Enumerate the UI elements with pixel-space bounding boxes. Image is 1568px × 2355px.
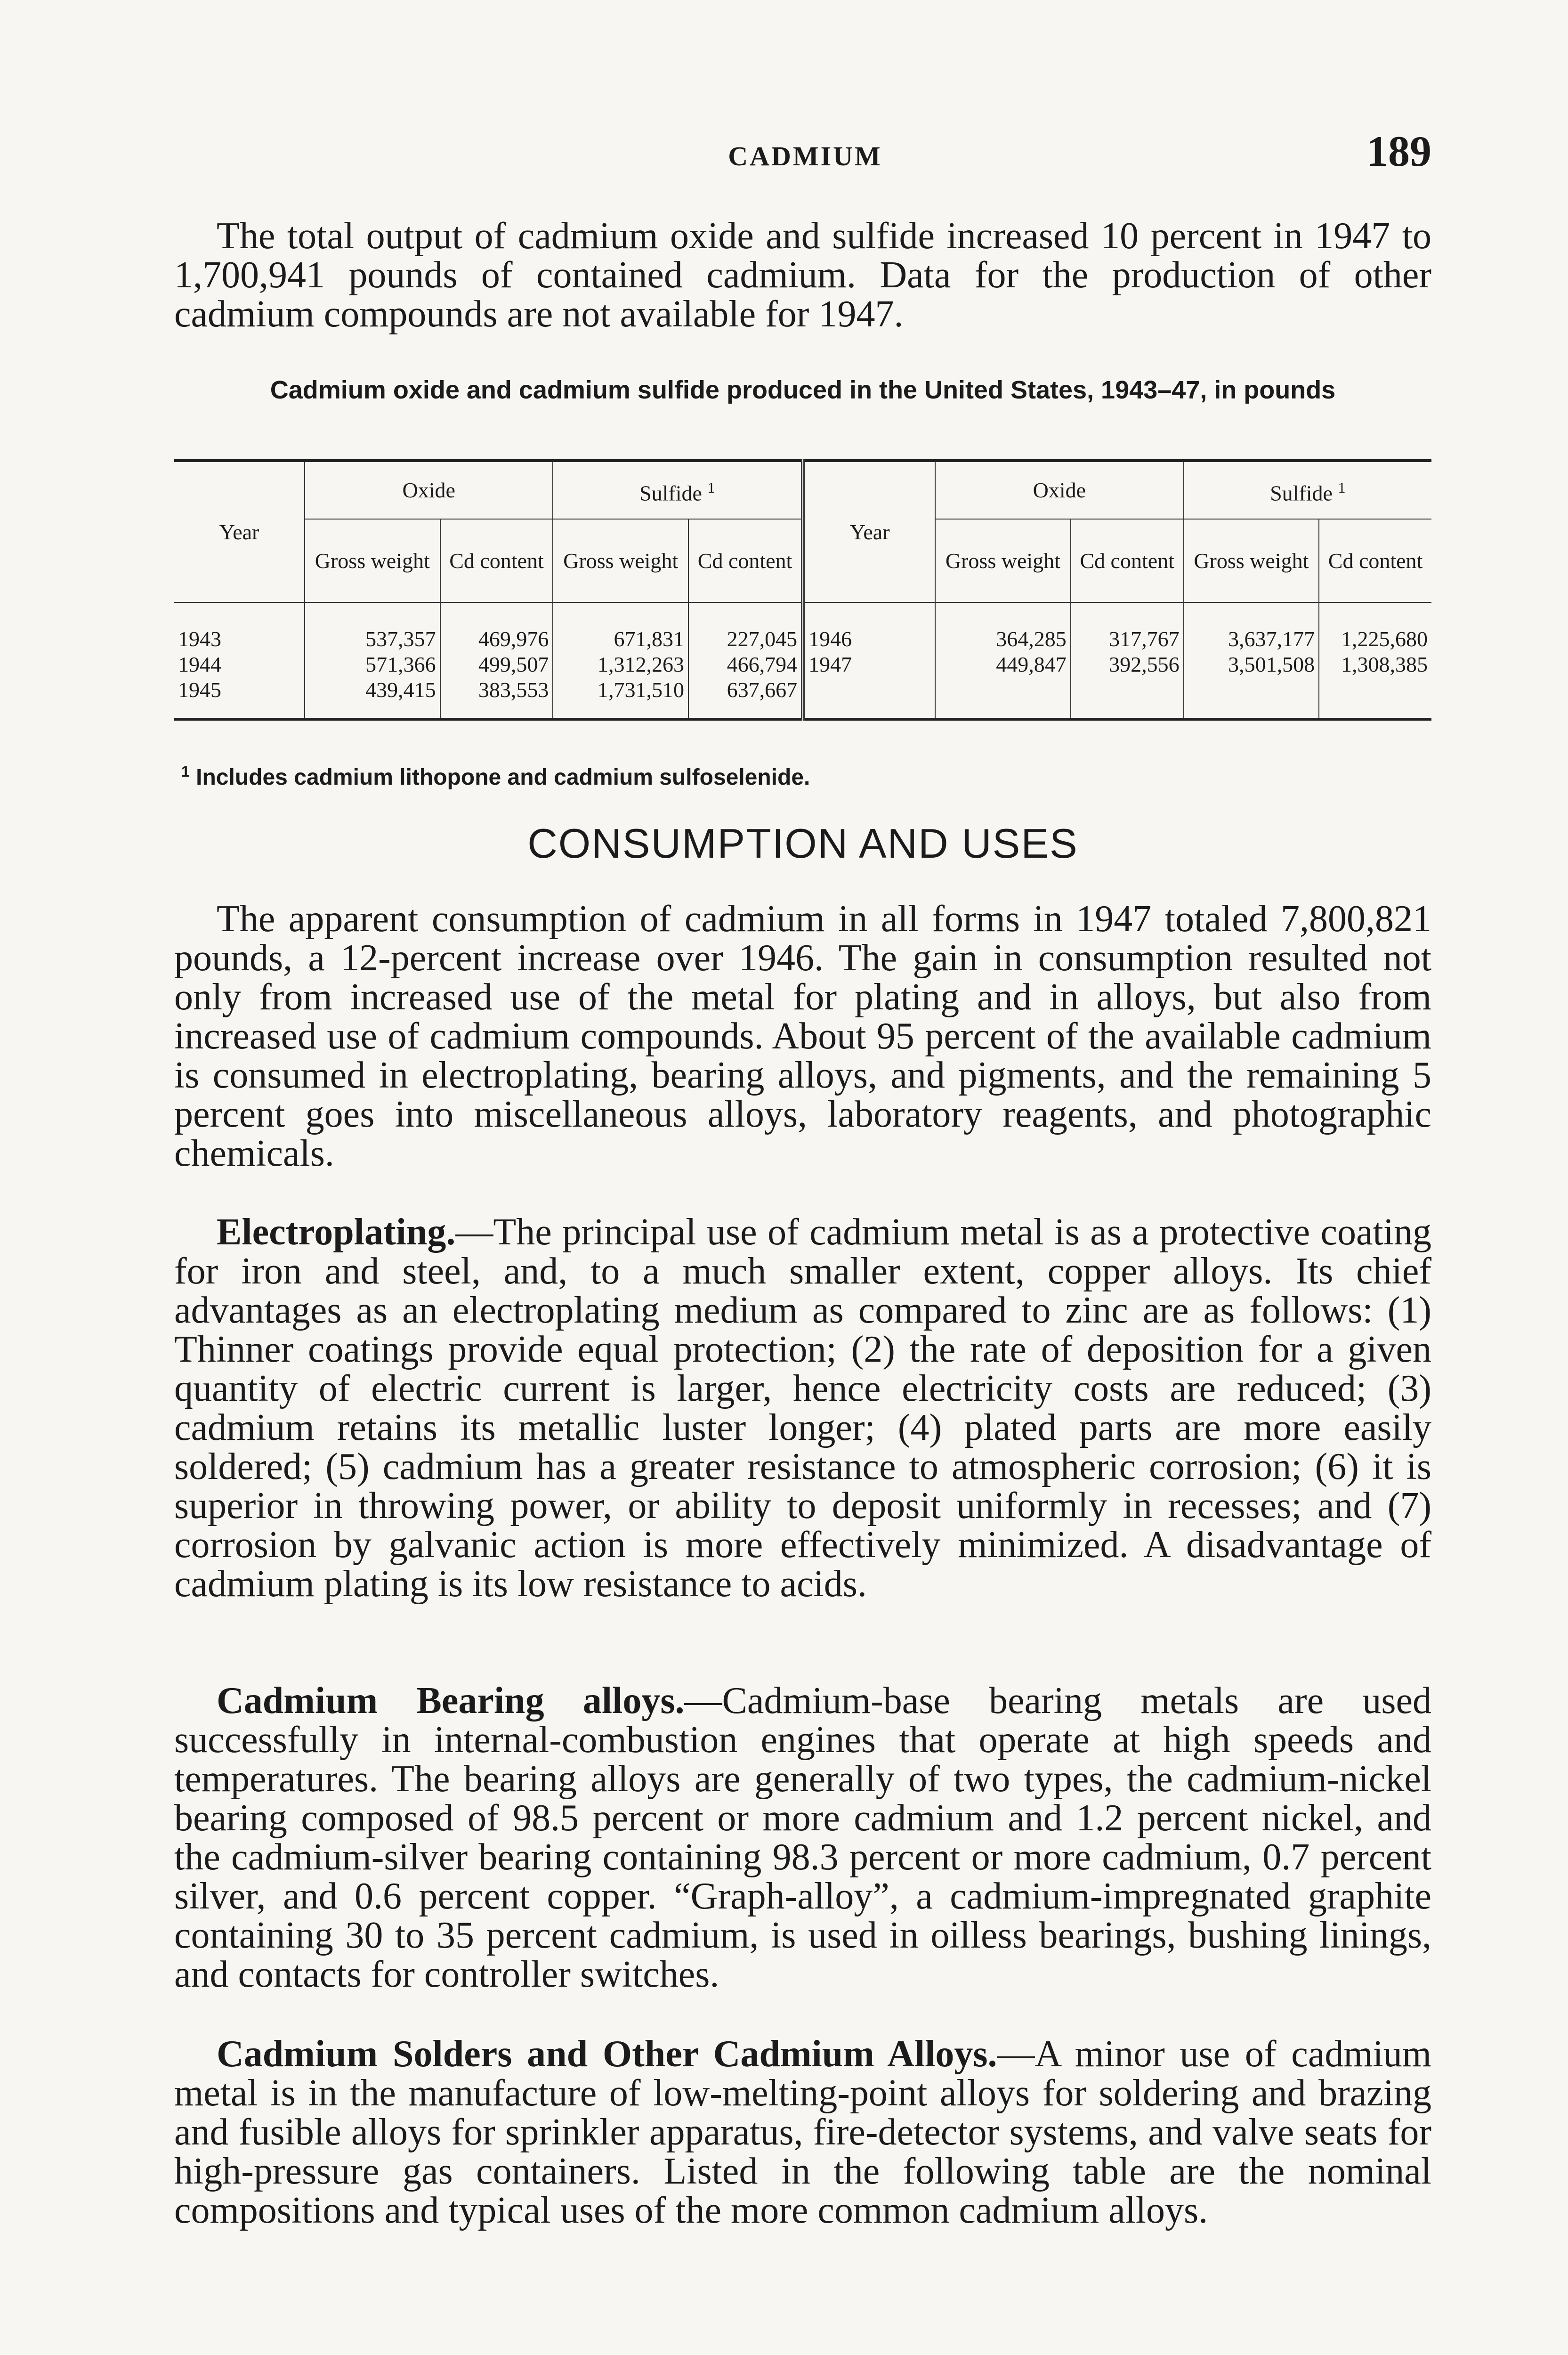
paragraph-head: Cadmium Bearing alloys. (217, 1680, 685, 1722)
running-title: CADMIUM (728, 141, 882, 171)
sulfide-label-left: Sulfide (639, 481, 702, 505)
group-oxide-right: Oxide (935, 461, 1183, 519)
oxide-cd-cell: 383,553 (440, 677, 553, 719)
sulfide-gross-cell: 1,312,263 (553, 652, 688, 677)
oxide-gross-cell: 571,366 (305, 652, 440, 677)
oxide-gross-cell: 449,847 (935, 652, 1071, 677)
paragraph-text: The apparent consumption of cadmium in all forms in 1947 totaled 7,800,821 pounds, a 12-percent increase over 1946. The gain in consumption resulted not only from increased use of the metal for plating and in alloys, but also from increased use of cadmium compounds. About 95 percent of the available cadmium is consumed in electroplating, bearing alloys, and pigments, and the remaining 5 percent goes into miscellaneous alloys, laboratory reagents, and photographic chemicals. (174, 898, 1431, 1174)
sub-cd: Cd content (440, 519, 553, 602)
table-footnote (181, 763, 810, 790)
paragraph-text: —The principal use of cadmium metal is as a protective coating for iron and steel, and, to a much smaller extent, copper alloys. Its chief advantages as an electroplating medium as compared to zinc are as follows: (1) Thinner coatings provide equal protection; (2) the rate of deposition for a given quantity of electric current is larger, hence electricity costs are reduced; (3) cadmium retains its metallic luster longer; (4) plated parts are more easily soldered; (5) cadmium has a greater resistance to atmospheric corrosion; (6) it is superior in throwing power, or ability to deposit uniformly in recesses; and (7) corrosion by galvanic action is more effectively minimized. A disadvantage of cadmium plating is its low resistance to acids. (174, 1211, 1431, 1605)
production-table (174, 459, 1431, 721)
sulfide-cd-cell: 227,045 (688, 602, 803, 652)
table-title: Cadmium oxide and cadmium sulfide produced in the United States, 1943–47, in pounds (270, 376, 1336, 404)
year-cell (803, 677, 935, 719)
page-number: 189 (1366, 127, 1431, 175)
year-cell: 1944 (178, 652, 221, 676)
oxide-cd-cell: 469,976 (440, 602, 553, 652)
oxide-cd-cell: 317,767 (1071, 602, 1184, 652)
col-year-right: Year (803, 461, 935, 602)
empty-cell (935, 677, 1071, 719)
sulfide-cd-cell: 1,308,385 (1319, 652, 1431, 677)
paragraph-text: —Cadmium-base bearing metals are used successfully in internal-combustion engines that operate at high speeds and temperatures. The bearing alloys are generally of two types, the cadmium-nickel bearing composed of 98.5 percent or more cadmium and 1.2 percent nickel, and the cadmium-silver bearing containing 98.3 percent or more cadmium, 0.7 percent silver, and 0.6 percent copper. “Graph-alloy”, a cadmium-impregnated graphite containing 30 to 35 percent cadmium, is used in oilless bearings, bushing linings, and contacts for controller switches. (174, 1680, 1431, 1995)
sulfide-cd-cell: 1,225,680 (1319, 602, 1431, 652)
sulfide-cd-cell: 637,667 (688, 677, 803, 719)
group-sulfide-left (553, 461, 803, 519)
consumption-paragraph (174, 900, 1431, 1173)
oxide-gross-cell: 364,285 (935, 602, 1071, 652)
col-year-left: Year (174, 461, 305, 602)
intro-paragraph (174, 217, 1431, 334)
table-row (174, 677, 1431, 719)
sulfide-gross-cell: 3,501,508 (1184, 652, 1319, 677)
sub-gross: Gross weight (1184, 519, 1319, 602)
empty-cell (1071, 677, 1184, 719)
sub-gross: Gross weight (553, 519, 688, 602)
year-cell: 1946 (803, 602, 935, 652)
oxide-cd-cell: 499,507 (440, 652, 553, 677)
paragraph-text: —A minor use of cadmium metal is in the manufacture of low-melting-point alloys for soldering and brazing and fusible alloys for sprinkler apparatus, fire-detector systems, and valve seats for high-pressure gas containers. Listed in the following table are the nominal compositions and typical uses of the more common cadmium alloys. (174, 2033, 1432, 2231)
sulfide-gross-cell: 3,637,177 (1184, 602, 1319, 652)
sub-gross: Gross weight (935, 519, 1071, 602)
group-oxide-left: Oxide (305, 461, 553, 519)
table-row (174, 652, 1431, 677)
year-cell: 1947 (803, 652, 935, 677)
running-head (179, 126, 1431, 178)
footnote-marker: 1 (1338, 479, 1346, 496)
footnote-marker: 1 (707, 479, 715, 496)
sub-cd: Cd content (1319, 519, 1431, 602)
sub-cd: Cd content (1071, 519, 1184, 602)
group-sulfide-right (1184, 461, 1431, 519)
section-heading: CONSUMPTION AND USES (527, 820, 1078, 867)
bearing-alloys-paragraph (174, 1681, 1431, 1994)
paragraph-head: Cadmium Solders and Other Cadmium Alloys. (217, 2033, 997, 2075)
empty-cell (1319, 677, 1431, 719)
oxide-gross-cell: 439,415 (305, 677, 440, 719)
sub-gross: Gross weight (305, 519, 440, 602)
footnote-text: Includes cadmium lithopone and cadmium sulfoselenide. (196, 765, 810, 790)
oxide-cd-cell: 392,556 (1071, 652, 1184, 677)
sulfide-cd-cell: 466,794 (688, 652, 803, 677)
sulfide-gross-cell: 671,831 (553, 602, 688, 652)
year-cell: 1945 (174, 677, 305, 719)
table-row (174, 602, 1431, 652)
electroplating-paragraph (174, 1213, 1431, 1604)
empty-cell (1184, 677, 1319, 719)
oxide-gross-cell: 537,357 (305, 602, 440, 652)
paragraph-head: Electroplating. (217, 1211, 456, 1253)
footnote-marker: 1 (181, 763, 190, 780)
solders-paragraph (174, 2035, 1431, 2230)
sub-cd: Cd content (688, 519, 803, 602)
sulfide-label-right: Sulfide (1270, 481, 1333, 505)
sulfide-gross-cell: 1,731,510 (553, 677, 688, 719)
intro-text: The total output of cadmium oxide and sulfide increased 10 percent in 1947 to 1,700,941 pounds of contained cadmium. Data for the production of other cadmium compounds are not available for 1947. (174, 215, 1431, 335)
year-cell: 1943 (178, 627, 221, 651)
